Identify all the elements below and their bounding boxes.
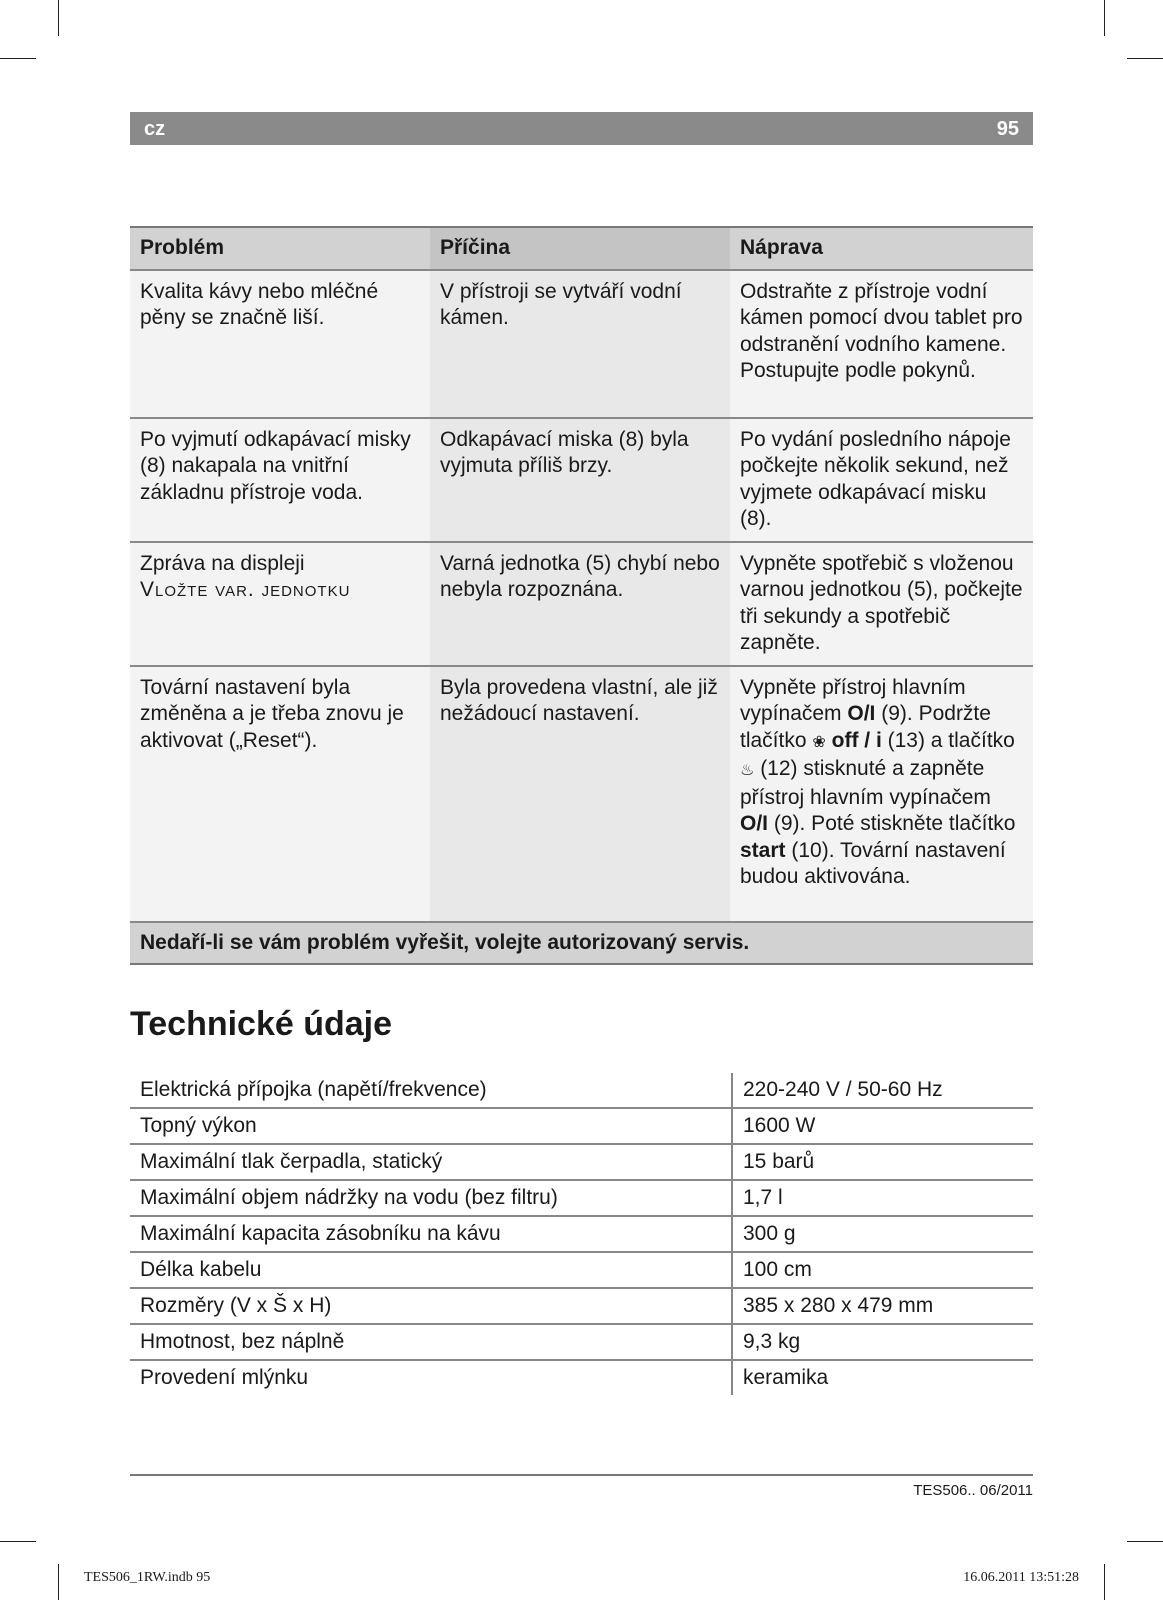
table-row (130, 666, 1033, 922)
spec-value: 220-240 V / 50-60 Hz (732, 1073, 1033, 1108)
spec-row (130, 1324, 1033, 1360)
fix-text: (13) a tlačítko (881, 728, 1015, 752)
spec-row (130, 1144, 1033, 1180)
power-switch-symbol: O/I (740, 812, 769, 835)
spec-row (130, 1180, 1033, 1216)
crop-mark (0, 1541, 36, 1542)
spec-label: Maximální tlak čerpadla, statický (130, 1144, 732, 1180)
footer-rule (130, 1474, 1033, 1476)
spec-value: 300 g (732, 1216, 1033, 1252)
fix-cell: Odstraňte z přístroje vodní kámen pomocí dvou tablet pro odstranění vodního kamene. Postupujte podle pokynů. (730, 270, 1033, 418)
section-title: Technické údaje (130, 1005, 393, 1043)
column-header: Problém (130, 227, 430, 270)
fix-text: (9). Podržte tlačítko (740, 702, 991, 752)
power-switch-symbol: O/I (847, 702, 876, 725)
spec-label: Provedení mlýnku (130, 1360, 732, 1395)
spec-row (130, 1216, 1033, 1252)
table-header-row (130, 227, 1033, 270)
table-row (130, 418, 1033, 542)
cause-cell: Byla provedena vlastní, ale již nežádoucí nastavení. (430, 666, 730, 922)
spec-label: Topný výkon (130, 1108, 732, 1144)
column-header: Náprava (730, 227, 1033, 270)
steam-icon: ♨ (740, 762, 755, 779)
troubleshooting-table (130, 226, 1033, 965)
spec-row (130, 1073, 1033, 1108)
tech-specs-table (130, 1073, 1033, 1395)
spec-value: 385 x 280 x 479 mm (732, 1288, 1033, 1324)
print-slug-date: 16.06.2011 13:51:28 (963, 1570, 1079, 1585)
crop-mark (58, 0, 59, 36)
spec-label: Elektrická přípojka (napětí/frekvence) (130, 1073, 732, 1108)
spec-label: Rozměry (V x Š x H) (130, 1288, 732, 1324)
fix-text: Vypněte přístroj hlavním vypínačem (740, 675, 966, 725)
spec-label: Maximální kapacita zásobníku na kávu (130, 1216, 732, 1252)
service-note: Nedaří-li se vám problém vyřešit, volejte autorizovaný servis. (130, 922, 1033, 965)
spec-label: Délka kabelu (130, 1252, 732, 1288)
crop-mark (58, 1564, 59, 1600)
table-row (130, 542, 1033, 666)
start-label: start (740, 838, 786, 862)
spec-value: 15 barů (732, 1144, 1033, 1180)
spec-value: 1600 W (732, 1108, 1033, 1144)
spec-row (130, 1360, 1033, 1395)
problem-cell: Po vyjmutí odkapávací misky (8) nakapala na vnitřní základnu přístroje voda. (130, 418, 430, 542)
fix-cell: Po vydání posledního nápoje počkejte několik sekund, než vyjmete odkapávací misku (8). (730, 418, 1033, 542)
cause-cell: Varná jednotka (5) chybí nebo nebyla rozpoznána. (430, 542, 730, 666)
spec-label: Hmotnost, bez náplně (130, 1324, 732, 1360)
table-row (130, 270, 1033, 418)
problem-cell: Kvalita kávy nebo mléčné pěny se značně liší. (130, 270, 430, 418)
column-header: Příčina (430, 227, 730, 270)
problem-cell (130, 542, 430, 666)
spec-value: 100 cm (732, 1252, 1033, 1288)
page-header-bar (130, 112, 1033, 145)
spec-value: keramika (743, 1366, 829, 1389)
display-message: Vložte var. jednotku (140, 578, 351, 601)
crop-mark (0, 58, 36, 59)
language-label: cz (144, 118, 166, 140)
problem-cell: Tovární nastavení byla změněna a je třeba znovu je aktivovat („Reset“). (130, 666, 430, 922)
fix-cell: Vypněte spotřebič s vloženou varnou jednotkou (5), počkejte tři sekundy a spotřebič zapněte. (730, 542, 1033, 666)
crop-mark (1104, 0, 1105, 36)
off-info-label: off / i (831, 728, 882, 752)
crop-mark (1127, 58, 1163, 59)
spec-row (130, 1108, 1033, 1144)
cause-cell: V přístroji se vytváří vodní kámen. (430, 270, 730, 418)
spec-row (130, 1288, 1033, 1324)
fix-text: (9). Poté stiskněte tlačítko (768, 812, 1016, 835)
milk-off-icon: ❀ (812, 733, 826, 751)
crop-mark (1104, 1564, 1105, 1600)
spec-row (130, 1252, 1033, 1288)
page-number: 95 (996, 118, 1019, 140)
table-footer-row (130, 922, 1033, 965)
cause-cell: Odkapávací miska (8) byla vyjmuta příliš brzy. (430, 418, 730, 542)
spec-value: 9,3 kg (732, 1324, 1033, 1360)
fix-text: (10). Tovární nastavení budou aktivována. (740, 838, 1006, 888)
crop-mark (1127, 1541, 1163, 1542)
fix-text: (12) stisknuté a zapněte přístroj hlavním vypínačem (740, 757, 991, 809)
print-slug-file: TES506_1RW.indb 95 (84, 1570, 211, 1585)
spec-label: Maximální objem nádržky na vodu (bez filtru) (130, 1180, 732, 1216)
fix-cell (730, 666, 1033, 922)
spec-value: 1,7 l (732, 1180, 1033, 1216)
document-code: TES506.. 06/2011 (913, 1482, 1033, 1499)
problem-text: Zpráva na displeji (140, 551, 305, 575)
